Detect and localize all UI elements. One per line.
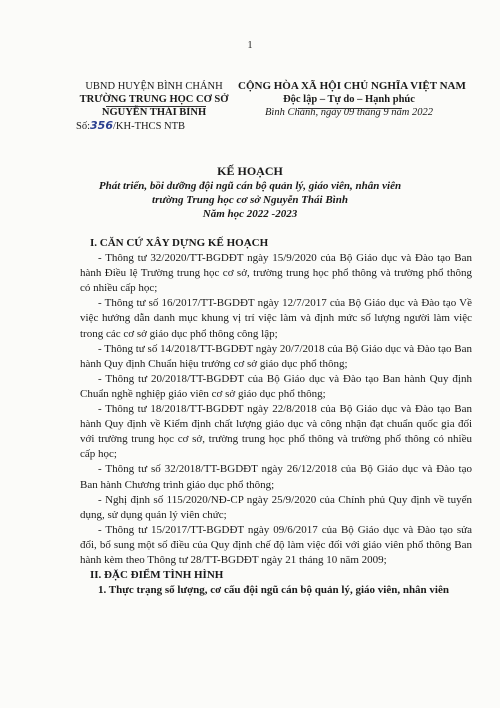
legal-basis-item: - Thông tư số 14/2018/TT-BGDĐT ngày 20/7/2018 của Bộ Giáo dục và Đào tạo Ban hành Quy định Chuẩn hiệu trưởng cơ sở giáo dục phổ thông; xyxy=(80,342,472,370)
legal-basis-item: - Thông tư 18/2018/TT-BGDĐT ngày 22/8/2018 của Bộ Giáo dục và Đào tạo Ban hành Quy định về Kiểm định chất lượng giáo dục và công nhận đạt chuẩn quốc gia đối với trường trung học cơ sở, trường trung học phổ thông và trường phổ thông có nhiều cấp học; xyxy=(80,403,472,461)
page-number: 1 xyxy=(247,40,253,51)
section-heading-1: I. CĂN CỨ XÂY DỰNG KẾ HOẠCH xyxy=(90,237,269,249)
place-date: Bình Chánh, ngày 09 tháng 9 năm 2022 xyxy=(265,107,433,118)
issuer-authority: UBND HUYỆN BÌNH CHÁNH xyxy=(85,81,223,92)
reference-suffix: /KH-THCS NTB xyxy=(112,121,186,132)
legal-basis-item: - Thông tư số 32/2018/TT-BGDĐT ngày 26/12/2018 của Bộ Giáo dục và Đào tạo Ban hành Chương trình giáo dục phổ thông; xyxy=(80,463,472,491)
title-main: KẾ HOẠCH xyxy=(217,164,283,178)
legal-basis-item: - Nghị định số 115/2020/NĐ-CP ngày 25/9/2020 của Chính phủ Quy định về tuyển dụng, sử dụng quản lý viên chức; xyxy=(80,493,472,521)
legal-basis-item: - Thông tư 15/2017/TT-BGDĐT ngày 09/6/2017 của Bộ Giáo dục và Đào tạo sửa đổi, bổ sung một số điều của Quy định chế độ làm việc đối với giáo viên phổ thông Ban hành kèm theo Thông tư 28/TT-BGDĐT ngày 21 tháng 10 năm 2009; xyxy=(80,523,472,566)
section-heading-2: II. ĐẶC ĐIỂM TÌNH HÌNH xyxy=(90,569,224,582)
legal-basis-item: - Thông tư số 16/2017/TT-BGDĐT ngày 12/7/2017 của Bộ Giáo dục và Đào tạo Về việc hướng dẫn danh mục khung vị trí việc làm và định mức số lượng người làm việc trong các cơ sở giáo dục phổ thông công lập; xyxy=(80,297,472,340)
legal-basis-item: - Thông tư 32/2020/TT-BGDĐT ngày 15/9/2020 của Bộ Giáo dục và Đào tạo Ban hành Điều lệ Trường trung học cơ sở, trường trung học phổ thông và trường phổ thông có nhiều cấp học; xyxy=(80,252,472,295)
national-name: CỘNG HÒA XÃ HỘI CHỦ NGHĨA VIỆT NAM xyxy=(238,80,466,92)
legal-basis-item: - Thông tư 20/2018/TT-BGDĐT của Bộ Giáo dục và Đào tạo Ban hành Quy định Chuẩn nghề nghiệp giáo viên cơ sở giáo dục phổ thông; xyxy=(80,372,472,400)
reference-number-handwritten: 356 xyxy=(90,119,113,132)
reference-prefix: Số: xyxy=(76,121,91,132)
subsection-heading-1: 1. Thực trạng số lượng, cơ cấu đội ngũ cán bộ quản lý, giáo viên, nhân viên xyxy=(98,584,449,597)
issuer-school-line2: NGUYỄN THÁI BÌNH xyxy=(101,107,207,118)
issuer-school-line1: TRƯỜNG TRUNG HỌC CƠ SỞ xyxy=(79,94,229,105)
issuer-divider xyxy=(106,106,206,107)
document-reference xyxy=(74,119,234,133)
title-subject-line1: Phát triển, bồi dưỡng đội ngũ cán bộ quản lý, giáo viên, nhân viên xyxy=(98,180,402,192)
document-body xyxy=(80,236,472,598)
national-header xyxy=(238,80,466,119)
national-motto: Độc lập – Tự do – Hạnh phúc xyxy=(283,94,415,105)
title-school-year: Năm học 2022 -2023 xyxy=(202,208,298,220)
motto-divider xyxy=(298,108,402,109)
document-title xyxy=(0,164,500,221)
title-subject-line2: trường Trung học cơ sở Nguyễn Thái Bình xyxy=(152,194,348,206)
